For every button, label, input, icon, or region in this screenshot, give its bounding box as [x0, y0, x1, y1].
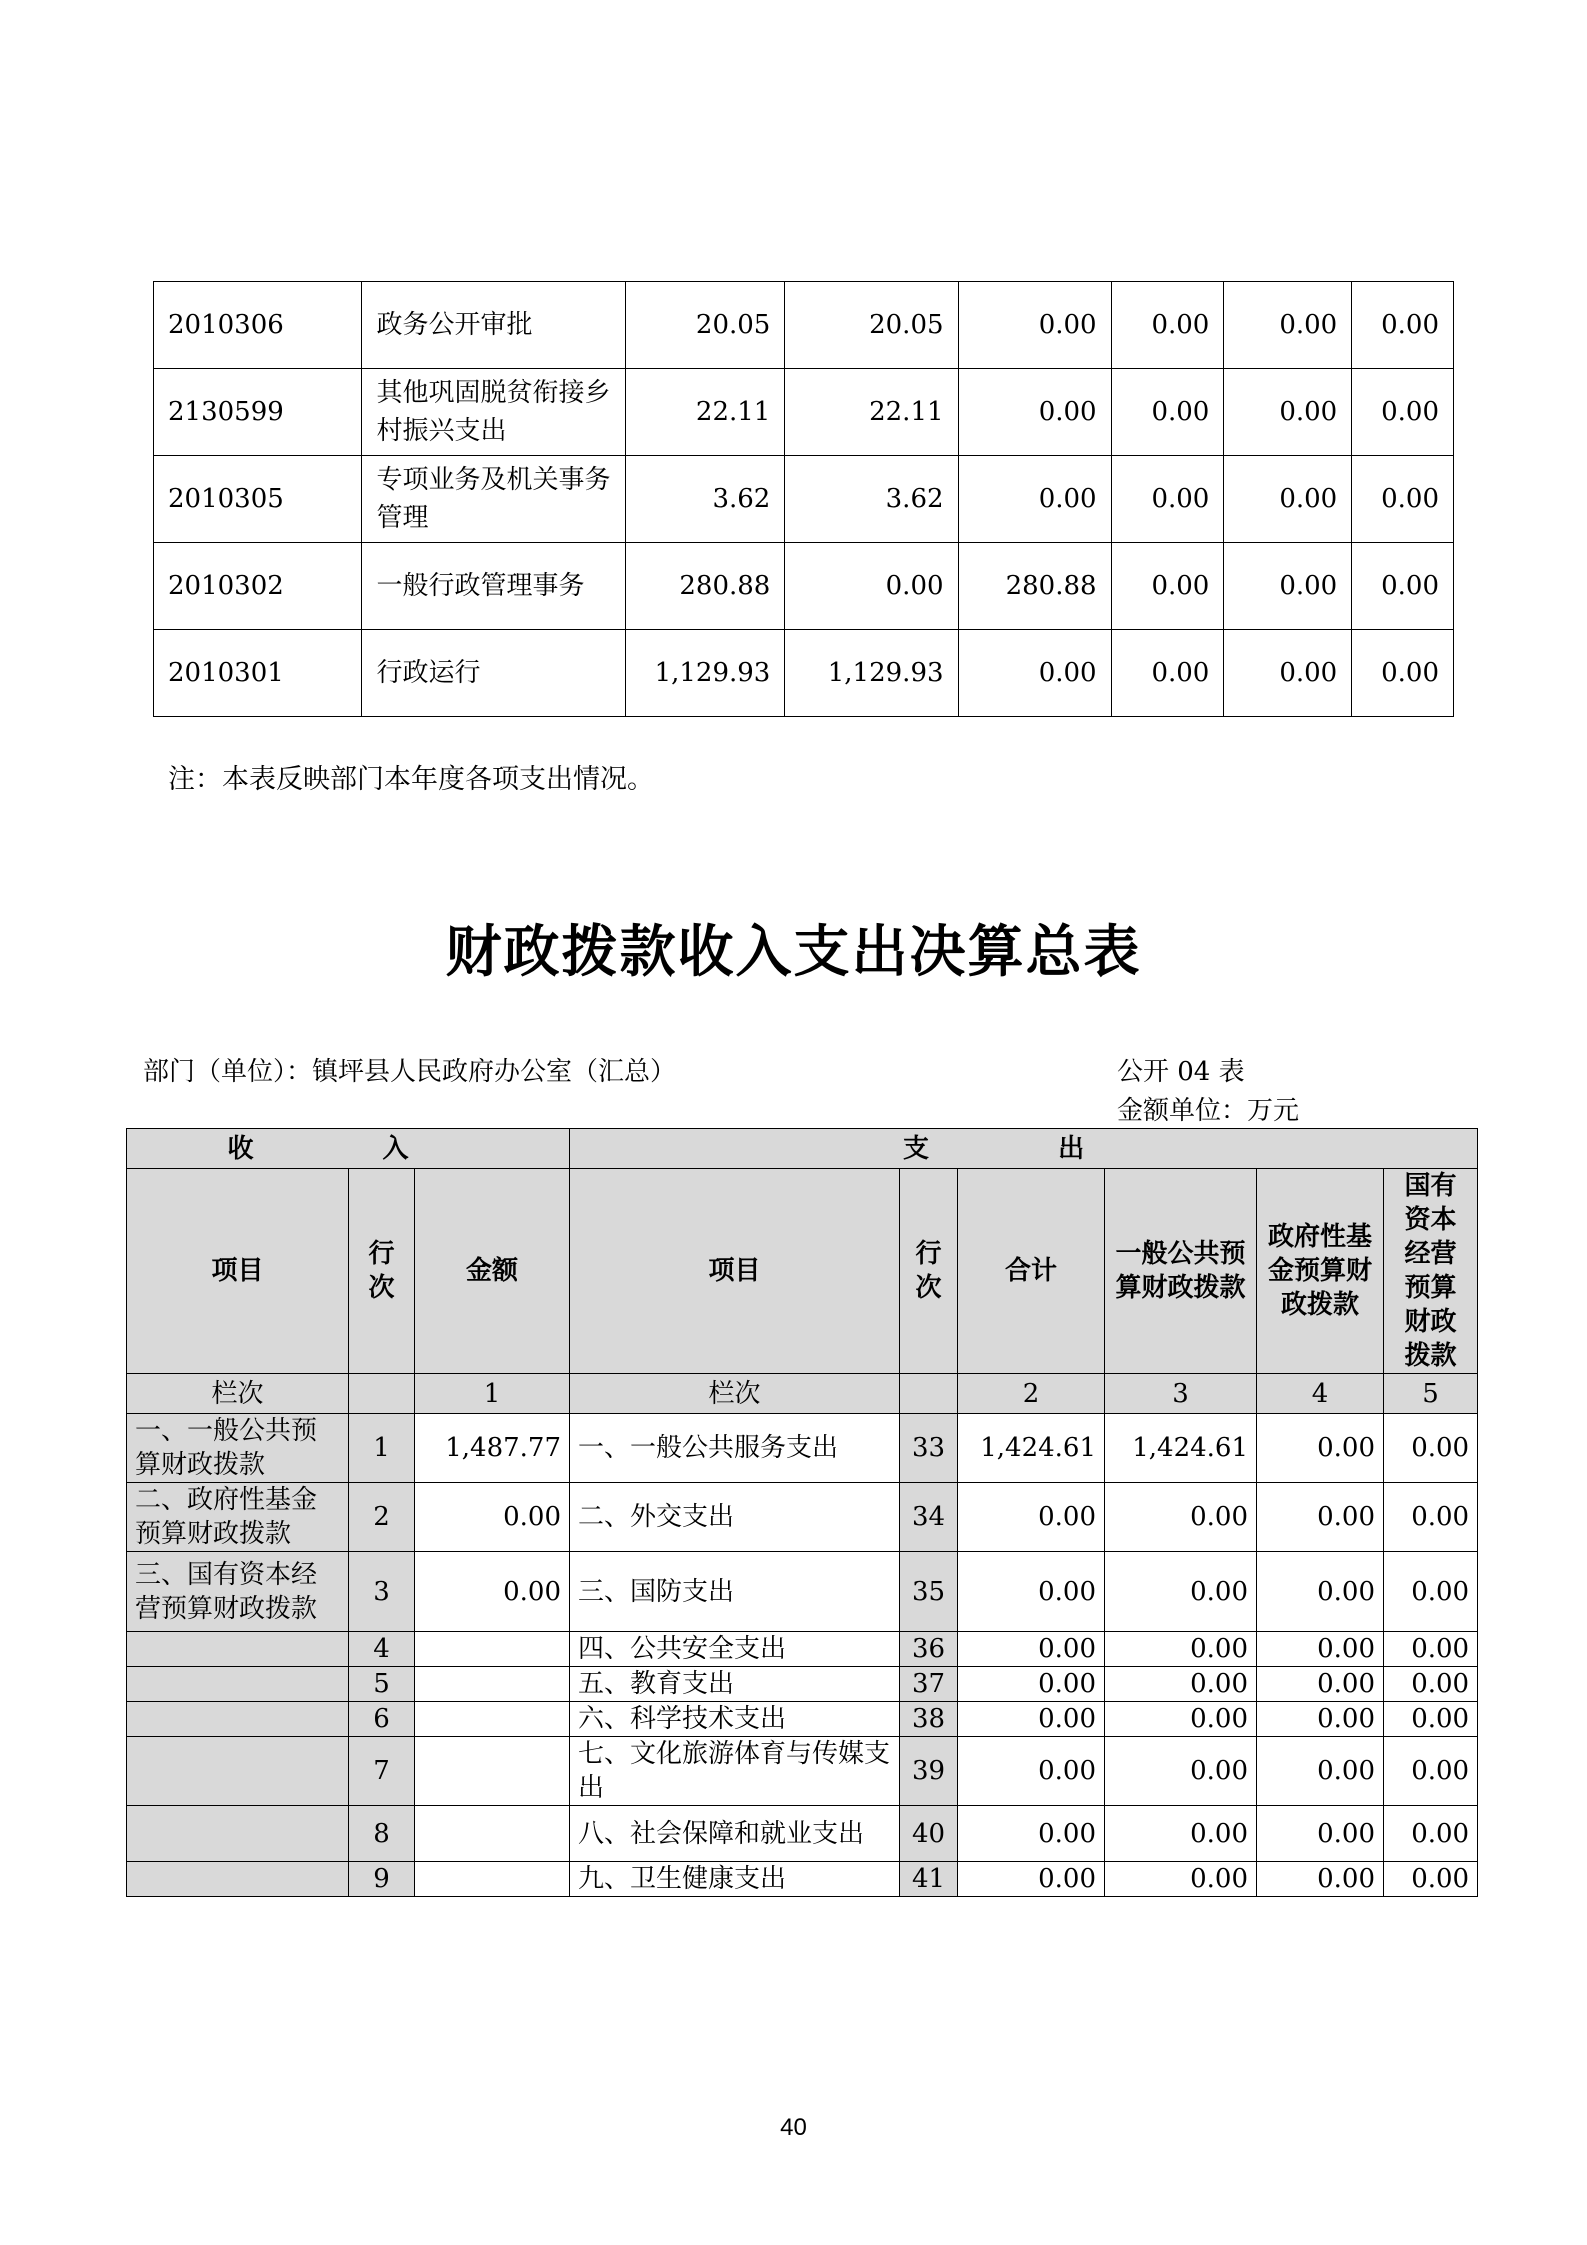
- income-amount: [415, 1632, 570, 1667]
- row-value: 0.00: [1352, 456, 1454, 543]
- expense-row-no: 40: [900, 1806, 958, 1862]
- table-row: [127, 1483, 1478, 1552]
- table-row: [154, 456, 1454, 543]
- table-row: [154, 369, 1454, 456]
- fund-budget-header: 政府性基金预算财政拨款: [1257, 1169, 1384, 1374]
- expense-total: 1,424.61: [958, 1414, 1105, 1483]
- fund-budget-value: 0.00: [1257, 1702, 1384, 1737]
- income-amount: [415, 1862, 570, 1897]
- expense-total: 0.00: [958, 1552, 1105, 1632]
- income-item-header: 项目: [127, 1169, 349, 1374]
- state-capital-value: 0.00: [1384, 1414, 1478, 1483]
- row-value: 0.00: [1224, 543, 1352, 630]
- row-code: 2010301: [154, 630, 362, 717]
- general-budget-value: 0.00: [1105, 1552, 1257, 1632]
- income-amount: 1,487.77: [415, 1414, 570, 1483]
- income-item: [127, 1667, 349, 1702]
- fund-budget-value: 0.00: [1257, 1632, 1384, 1667]
- income-row-no: 5: [349, 1667, 415, 1702]
- row-name: 一般行政管理事务: [362, 543, 626, 630]
- expense-total: 0.00: [958, 1483, 1105, 1552]
- expense-row-no-header: 行次: [900, 1169, 958, 1374]
- row-value: 20.05: [785, 282, 958, 369]
- column-index-empty-2: [900, 1374, 958, 1414]
- column-index-empty: [349, 1374, 415, 1414]
- row-value: 1,129.93: [626, 630, 785, 717]
- expense-row-no: 38: [900, 1702, 958, 1737]
- row-value: 0.00: [1352, 282, 1454, 369]
- expense-item: 四、公共安全支出: [570, 1632, 900, 1667]
- expense-row-no: 41: [900, 1862, 958, 1897]
- table-row: [127, 1702, 1478, 1737]
- row-value: 0.00: [1111, 282, 1224, 369]
- state-capital-value: 0.00: [1384, 1806, 1478, 1862]
- row-value: 22.11: [785, 369, 958, 456]
- table-row: [154, 282, 1454, 369]
- column-index-1: 1: [415, 1374, 570, 1414]
- expense-item: 六、科学技术支出: [570, 1702, 900, 1737]
- column-index-4: 4: [1257, 1374, 1384, 1414]
- row-value: 0.00: [1224, 282, 1352, 369]
- department-label: 部门（单位）：镇坪县人民政府办公室（汇总）: [143, 1057, 677, 1087]
- income-row-no: 1: [349, 1414, 415, 1483]
- fund-budget-value: 0.00: [1257, 1552, 1384, 1632]
- row-value: 0.00: [785, 543, 958, 630]
- row-value: 0.00: [1352, 630, 1454, 717]
- expense-item: 三、国防支出: [570, 1552, 900, 1632]
- expense-total: 0.00: [958, 1632, 1105, 1667]
- row-value: 0.00: [1224, 630, 1352, 717]
- row-value: 1,129.93: [785, 630, 958, 717]
- expense-header: 支 出: [570, 1129, 1478, 1169]
- row-value: 0.00: [1111, 456, 1224, 543]
- expense-row-no: 39: [900, 1737, 958, 1806]
- amount-unit: 金额单位：万元: [1117, 1096, 1300, 1126]
- column-index-3: 3: [1105, 1374, 1257, 1414]
- row-value: 3.62: [785, 456, 958, 543]
- state-capital-value: 0.00: [1384, 1702, 1478, 1737]
- expense-total: 0.00: [958, 1667, 1105, 1702]
- income-row-no: 8: [349, 1806, 415, 1862]
- row-value: 280.88: [958, 543, 1111, 630]
- state-capital-value: 0.00: [1384, 1862, 1478, 1897]
- fund-budget-value: 0.00: [1257, 1483, 1384, 1552]
- row-value: 280.88: [626, 543, 785, 630]
- table-row: [127, 1806, 1478, 1862]
- income-item: [127, 1737, 349, 1806]
- table-note: 注：本表反映部门本年度各项支出情况。: [168, 764, 654, 795]
- state-capital-value: 0.00: [1384, 1483, 1478, 1552]
- income-row-no: 4: [349, 1632, 415, 1667]
- expense-row-no: 34: [900, 1483, 958, 1552]
- row-value: 0.00: [1224, 456, 1352, 543]
- general-budget-value: 0.00: [1105, 1667, 1257, 1702]
- table-row: [127, 1667, 1478, 1702]
- expense-row-no: 36: [900, 1632, 958, 1667]
- income-amount: 0.00: [415, 1483, 570, 1552]
- row-value: 0.00: [1111, 630, 1224, 717]
- general-budget-value: 0.00: [1105, 1806, 1257, 1862]
- row-value: 20.05: [626, 282, 785, 369]
- table-row: [127, 1552, 1478, 1632]
- column-index-label: 栏次: [127, 1374, 349, 1414]
- income-item: [127, 1632, 349, 1667]
- income-item: [127, 1806, 349, 1862]
- expense-row-no: 33: [900, 1414, 958, 1483]
- expense-item: 一、一般公共服务支出: [570, 1414, 900, 1483]
- income-item: 一、一般公共预算财政拨款: [127, 1414, 349, 1483]
- income-row-no: 3: [349, 1552, 415, 1632]
- income-item: [127, 1862, 349, 1897]
- total-header: 合计: [958, 1169, 1105, 1374]
- income-item: 三、国有资本经营预算财政拨款: [127, 1552, 349, 1632]
- general-budget-value: 0.00: [1105, 1737, 1257, 1806]
- fund-budget-value: 0.00: [1257, 1414, 1384, 1483]
- form-number: 公开 04 表: [1117, 1057, 1245, 1087]
- income-amount: [415, 1806, 570, 1862]
- row-value: 0.00: [1352, 543, 1454, 630]
- row-name: 行政运行: [362, 630, 626, 717]
- income-amount: [415, 1737, 570, 1806]
- income-amount: [415, 1667, 570, 1702]
- expense-total: 0.00: [958, 1862, 1105, 1897]
- state-capital-value: 0.00: [1384, 1552, 1478, 1632]
- income-row-no-header: 行次: [349, 1169, 415, 1374]
- income-row-no: 2: [349, 1483, 415, 1552]
- table-row: [154, 630, 1454, 717]
- general-budget-value: 1,424.61: [1105, 1414, 1257, 1483]
- fund-budget-value: 0.00: [1257, 1806, 1384, 1862]
- income-row-no: 9: [349, 1862, 415, 1897]
- income-row-no: 6: [349, 1702, 415, 1737]
- column-index-2: 2: [958, 1374, 1105, 1414]
- expense-row-no: 37: [900, 1667, 958, 1702]
- income-row-no: 7: [349, 1737, 415, 1806]
- state-capital-value: 0.00: [1384, 1667, 1478, 1702]
- general-budget-header: 一般公共预算财政拨款: [1105, 1169, 1257, 1374]
- expense-item: 九、卫生健康支出: [570, 1862, 900, 1897]
- general-budget-value: 0.00: [1105, 1862, 1257, 1897]
- row-value: 0.00: [1224, 369, 1352, 456]
- expense-item: 五、教育支出: [570, 1667, 900, 1702]
- income-header: 收 入: [127, 1129, 570, 1169]
- row-name: 专项业务及机关事务管理: [362, 456, 626, 543]
- fund-budget-value: 0.00: [1257, 1667, 1384, 1702]
- row-code: 2010306: [154, 282, 362, 369]
- general-budget-value: 0.00: [1105, 1702, 1257, 1737]
- row-value: 0.00: [958, 456, 1111, 543]
- row-value: 0.00: [958, 369, 1111, 456]
- expense-item: 七、文化旅游体育与传媒支出: [570, 1737, 900, 1806]
- general-budget-value: 0.00: [1105, 1632, 1257, 1667]
- state-capital-value: 0.00: [1384, 1632, 1478, 1667]
- row-code: 2010302: [154, 543, 362, 630]
- fiscal-summary-table: [126, 1128, 1478, 1897]
- row-code: 2010305: [154, 456, 362, 543]
- column-index-5: 5: [1384, 1374, 1478, 1414]
- expense-item: 二、外交支出: [570, 1483, 900, 1552]
- row-value: 0.00: [1111, 369, 1224, 456]
- table-row: [127, 1737, 1478, 1806]
- table-row: [127, 1414, 1478, 1483]
- row-value: 0.00: [958, 282, 1111, 369]
- page-title: 财政拨款收入支出决算总表: [445, 920, 1142, 985]
- expense-item: 八、社会保障和就业支出: [570, 1806, 900, 1862]
- expense-row-no: 35: [900, 1552, 958, 1632]
- expense-detail-table: [153, 281, 1454, 717]
- table-row: [127, 1862, 1478, 1897]
- row-value: 0.00: [958, 630, 1111, 717]
- income-amount: [415, 1702, 570, 1737]
- row-value: 22.11: [626, 369, 785, 456]
- row-name: 其他巩固脱贫衔接乡村振兴支出: [362, 369, 626, 456]
- table-row: [127, 1632, 1478, 1667]
- income-item: 二、政府性基金预算财政拨款: [127, 1483, 349, 1552]
- state-capital-header: 国有资本经营预算财政拨款: [1384, 1169, 1478, 1374]
- expense-total: 0.00: [958, 1806, 1105, 1862]
- page-number: 40: [780, 2114, 807, 2141]
- expense-total: 0.00: [958, 1702, 1105, 1737]
- row-value: 0.00: [1352, 369, 1454, 456]
- income-amount-header: 金额: [415, 1169, 570, 1374]
- income-amount: 0.00: [415, 1552, 570, 1632]
- row-code: 2130599: [154, 369, 362, 456]
- row-value: 3.62: [626, 456, 785, 543]
- fund-budget-value: 0.00: [1257, 1737, 1384, 1806]
- table-row: [154, 543, 1454, 630]
- fund-budget-value: 0.00: [1257, 1862, 1384, 1897]
- income-item: [127, 1702, 349, 1737]
- expense-total: 0.00: [958, 1737, 1105, 1806]
- row-name: 政务公开审批: [362, 282, 626, 369]
- column-index-label-2: 栏次: [570, 1374, 900, 1414]
- row-value: 0.00: [1111, 543, 1224, 630]
- general-budget-value: 0.00: [1105, 1483, 1257, 1552]
- expense-item-header: 项目: [570, 1169, 900, 1374]
- state-capital-value: 0.00: [1384, 1737, 1478, 1806]
